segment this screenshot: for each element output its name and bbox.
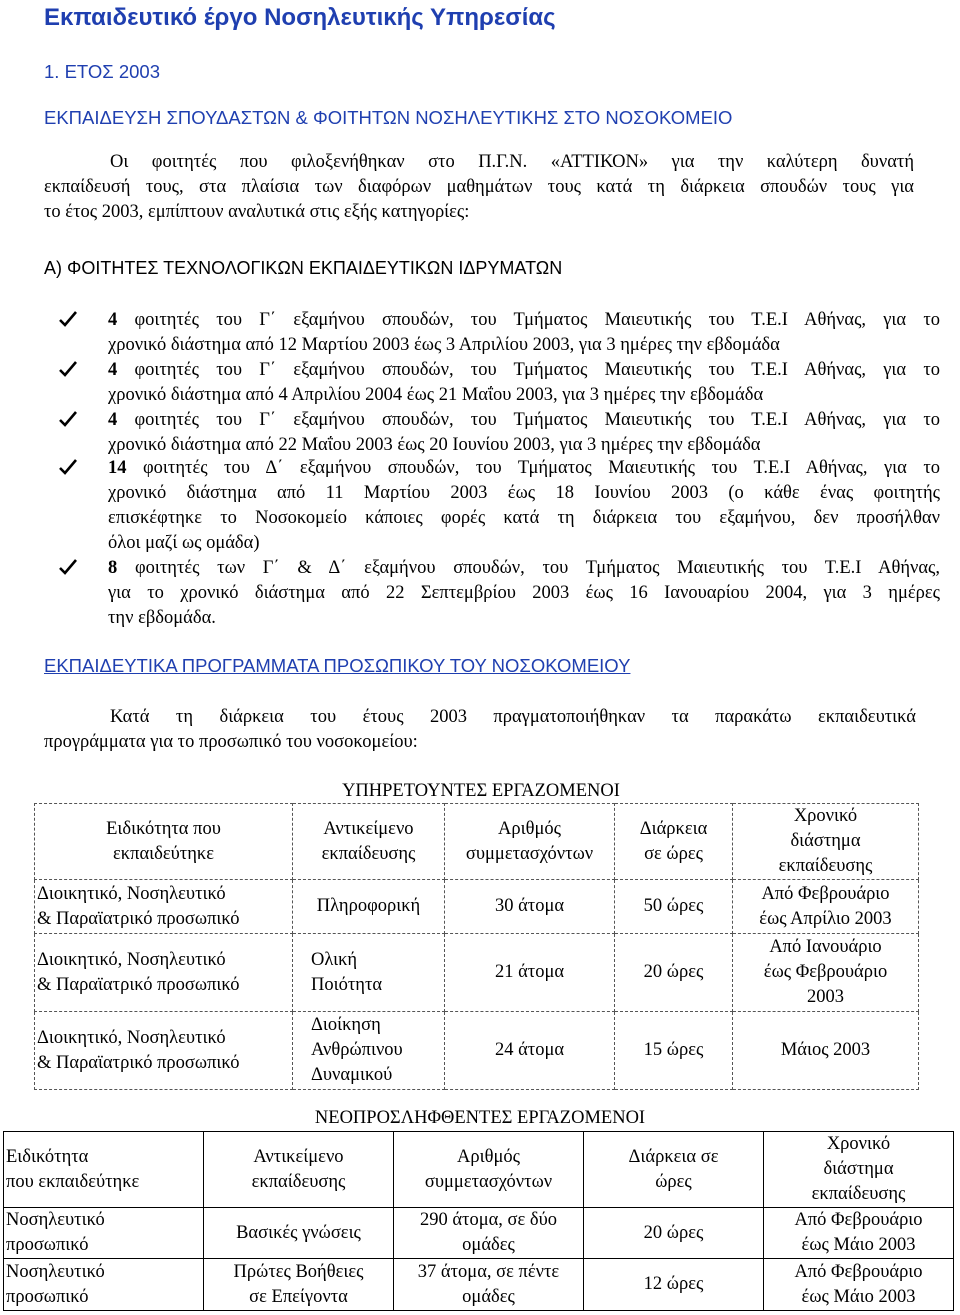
table-cell: 15 ώρες	[615, 1012, 733, 1090]
checkmark-icon	[58, 557, 78, 577]
section-staff-heading: ΕΚΠΑΙΔΕΥΤΙΚΑ ΠΡΟΓΡΑΜΜΑΤΑ ΠΡΟΣΩΠΙΚΟΥ ΤΟΥ ΝΟΣΟΚΟΜΕΙΟΥ	[44, 655, 631, 676]
table-cell: 24 άτομα	[445, 1012, 615, 1090]
bullet-line: φοιτητές του Γ΄ εξαμήνου σπουδών, του Τμήματος Μαιευτικής του Τ.Ε.Ι Αθήνας, για το	[134, 410, 940, 430]
table-cell: Από Φεβρουάριο έως Μάιο 2003	[764, 1259, 954, 1311]
page-title: Εκπαιδευτικό έργο Νοσηλευτικής Υπηρεσίας	[44, 4, 556, 31]
intro-line-1: Οι φοιτητές που φιλοξενήθηκαν στο Π.Γ.Ν. «ΑΤΤΙΚΟΝ» για την καλύτερη δυνατή	[110, 152, 914, 172]
list-item	[58, 358, 940, 408]
student-count: 14	[108, 458, 127, 478]
table-row	[4, 1259, 954, 1311]
table-cell: Μάιος 2003	[733, 1012, 919, 1090]
table-header-cell: Αντικείμενο εκπαίδευσης	[204, 1132, 394, 1208]
table-header-cell: Ειδικότητα που εκπαιδεύτηκε	[35, 804, 293, 880]
table-header-cell: Αριθμός συμμετασχόντων	[445, 804, 615, 880]
bullet-line: φοιτητές του Γ΄ εξαμήνου σπουδών, του Τμήματος Μαιευτικής του Τ.Ε.Ι Αθήνας, για το	[134, 310, 940, 330]
table-cell: Διοικητικό, Νοσηλευτικό & Παραϊατρικό προσωπικό	[35, 880, 293, 934]
table-cell: Από Φεβρουάριο έως Μάιο 2003	[764, 1208, 954, 1259]
intro-paragraph	[44, 150, 914, 225]
table-cell: 50 ώρες	[615, 880, 733, 934]
bullet-line: για το χρονικό διάστημα από 22 Σεπτεμβρίου 2003 έως 16 Ιανουαρίου 2004, για 3 ημέρες	[108, 583, 940, 603]
table2-heading: ΝΕΟΠΡΟΣΛΗΦΘΕΝΤΕΣ ΕΡΓΑΖΟΜΕΝΟΙ	[314, 1108, 646, 1128]
table-cell: 30 άτομα	[445, 880, 615, 934]
staff-intro-paragraph	[44, 705, 916, 755]
table-header-cell: Διάρκεια σε ώρες	[584, 1132, 764, 1208]
bullet-line: φοιτητές του Γ΄ εξαμήνου σπουδών, του Τμήματος Μαιευτικής του Τ.Ε.Ι Αθήνας, για το	[134, 360, 940, 380]
table-header-cell: Ειδικότητα που εκπαιδεύτηκε	[4, 1132, 204, 1208]
table-row	[35, 880, 919, 934]
table-cell: Διοίκηση Ανθρώπινου Δυναμικού	[293, 1012, 445, 1090]
section-year: 1. ΕΤΟΣ 2003	[44, 61, 160, 82]
bullet-line: φοιτητές του Δ΄ εξαμήνου σπουδών, του Τμήματος Μαιευτικής του Τ.Ε.Ι Αθήνας, για το	[143, 458, 940, 478]
table-row	[35, 934, 919, 1012]
table-cell: 12 ώρες	[584, 1259, 764, 1311]
table-cell: Νοσηλευτικό προσωπικό	[4, 1259, 204, 1311]
bullet-line: χρονικό διάστημα από 11 Μαρτίου 2003 έως 18 Ιουνίου 2003 (ο κάθε ένας φοιτητής	[108, 483, 940, 503]
table-cell: 20 ώρες	[615, 934, 733, 1012]
list-item	[58, 408, 940, 458]
table-cell: 290 άτομα, σε δύο ομάδες	[394, 1208, 584, 1259]
intro-line-3: το έτος 2003, εμπίπτουν αναλυτικά στις εξής κατηγορίες:	[44, 202, 470, 222]
table-header-cell: Διάρκεια σε ώρες	[615, 804, 733, 880]
list-item	[58, 556, 940, 631]
table-cell: Νοσηλευτικό προσωπικό	[4, 1208, 204, 1259]
student-count: 4	[108, 410, 118, 430]
table-header-cell: Αντικείμενο εκπαίδευσης	[293, 804, 445, 880]
table-cell: Βασικές γνώσεις	[204, 1208, 394, 1259]
student-count: 4	[108, 360, 118, 380]
bullet-line: όλοι μαζί ως ομάδα)	[108, 533, 260, 553]
table-header-cell: Χρονικό διάστημα εκπαίδευσης	[764, 1132, 954, 1208]
current-staff-table	[34, 803, 919, 1090]
table-cell: Από Ιανουάριο έως Φεβρουάριο 2003	[733, 934, 919, 1012]
bullet-line: χρονικό διάστημα από 22 Μαΐου 2003 έως 20 Ιουνίου 2003, για 3 ημέρες την εβδομάδα	[108, 435, 761, 455]
table-cell: Πληροφορική	[293, 880, 445, 934]
list-item	[58, 456, 940, 556]
category-a-heading: Α) ΦΟΙΤΗΤΕΣ ΤΕΧΝΟΛΟΓΙΚΩΝ ΕΚΠΑΙΔΕΥΤΙΚΩΝ ΙΔΡΥΜΑΤΩΝ	[44, 258, 563, 278]
table-header-cell: Χρονικό διάστημα εκπαίδευσης	[733, 804, 919, 880]
staff-intro-line-2: προγράμματα για το προσωπικό του νοσοκομείου:	[44, 732, 418, 752]
bullet-line: φοιτητές των Γ΄ & Δ΄ εξαμήνου σπουδών, του Τμήματος Μαιευτικής του Τ.Ε.Ι Αθήνας,	[134, 558, 941, 578]
table-cell: Ολική Ποιότητα	[293, 934, 445, 1012]
bullet-line: επισκέφτηκε το Νοσοκομείο κάποιες φορές κατά τη διάρκεια του εξαμήνου, δεν προσήλθαν	[108, 508, 940, 528]
table-cell: 21 άτομα	[445, 934, 615, 1012]
staff-intro-line-1: Κατά τη διάρκεια του έτους 2003 πραγματοποιήθηκαν τα παρακάτω εκπαιδευτικά	[110, 707, 916, 727]
intro-line-2: εκπαίδευσή τους, στα πλαίσια των διαφόρων μαθημάτων τους κατά τη διάρκεια σπουδών τους για	[44, 177, 914, 197]
table-cell: Πρώτες Βοήθειες σε Επείγοντα	[204, 1259, 394, 1311]
table-cell: Διοικητικό, Νοσηλευτικό & Παραϊατρικό προσωπικό	[35, 1012, 293, 1090]
table1-heading: ΥΠΗΡΕΤΟΥΝΤΕΣ ΕΡΓΑΖΟΜΕΝΟΙ	[342, 781, 620, 801]
section-students-heading: ΕΚΠΑΙΔΕΥΣΗ ΣΠΟΥΔΑΣΤΩΝ & ΦΟΙΤΗΤΩΝ ΝΟΣΗΛΕΥΤΙΚΗΣ ΣΤΟ ΝΟΣΟΚΟΜΕΙΟ	[44, 107, 733, 128]
checkmark-icon	[58, 359, 78, 379]
table-row	[4, 1208, 954, 1259]
table-cell: Από Φεβρουάριο έως Απρίλιο 2003	[733, 880, 919, 934]
table-row	[35, 1012, 919, 1090]
list-item	[58, 308, 940, 358]
new-staff-table	[3, 1131, 954, 1311]
bullet-line: χρονικό διάστημα από 12 Μαρτίου 2003 έως 3 Απριλίου 2003, για 3 ημέρες την εβδομάδα	[108, 335, 780, 355]
student-count: 8	[108, 558, 118, 578]
table-header-cell: Αριθμός συμμετασχόντων	[394, 1132, 584, 1208]
checkmark-icon	[58, 409, 78, 429]
checkmark-icon	[58, 457, 78, 477]
table-cell: 37 άτομα, σε πέντε ομάδες	[394, 1259, 584, 1311]
table-cell: Διοικητικό, Νοσηλευτικό & Παραϊατρικό προσωπικό	[35, 934, 293, 1012]
table-cell: 20 ώρες	[584, 1208, 764, 1259]
checkmark-icon	[58, 309, 78, 329]
student-count: 4	[108, 310, 118, 330]
bullet-line: χρονικό διάστημα από 4 Απριλίου 2004 έως 21 Μαΐου 2003, για 3 ημέρες την εβδομάδα	[108, 385, 764, 405]
bullet-line: την εβδομάδα.	[108, 608, 216, 628]
